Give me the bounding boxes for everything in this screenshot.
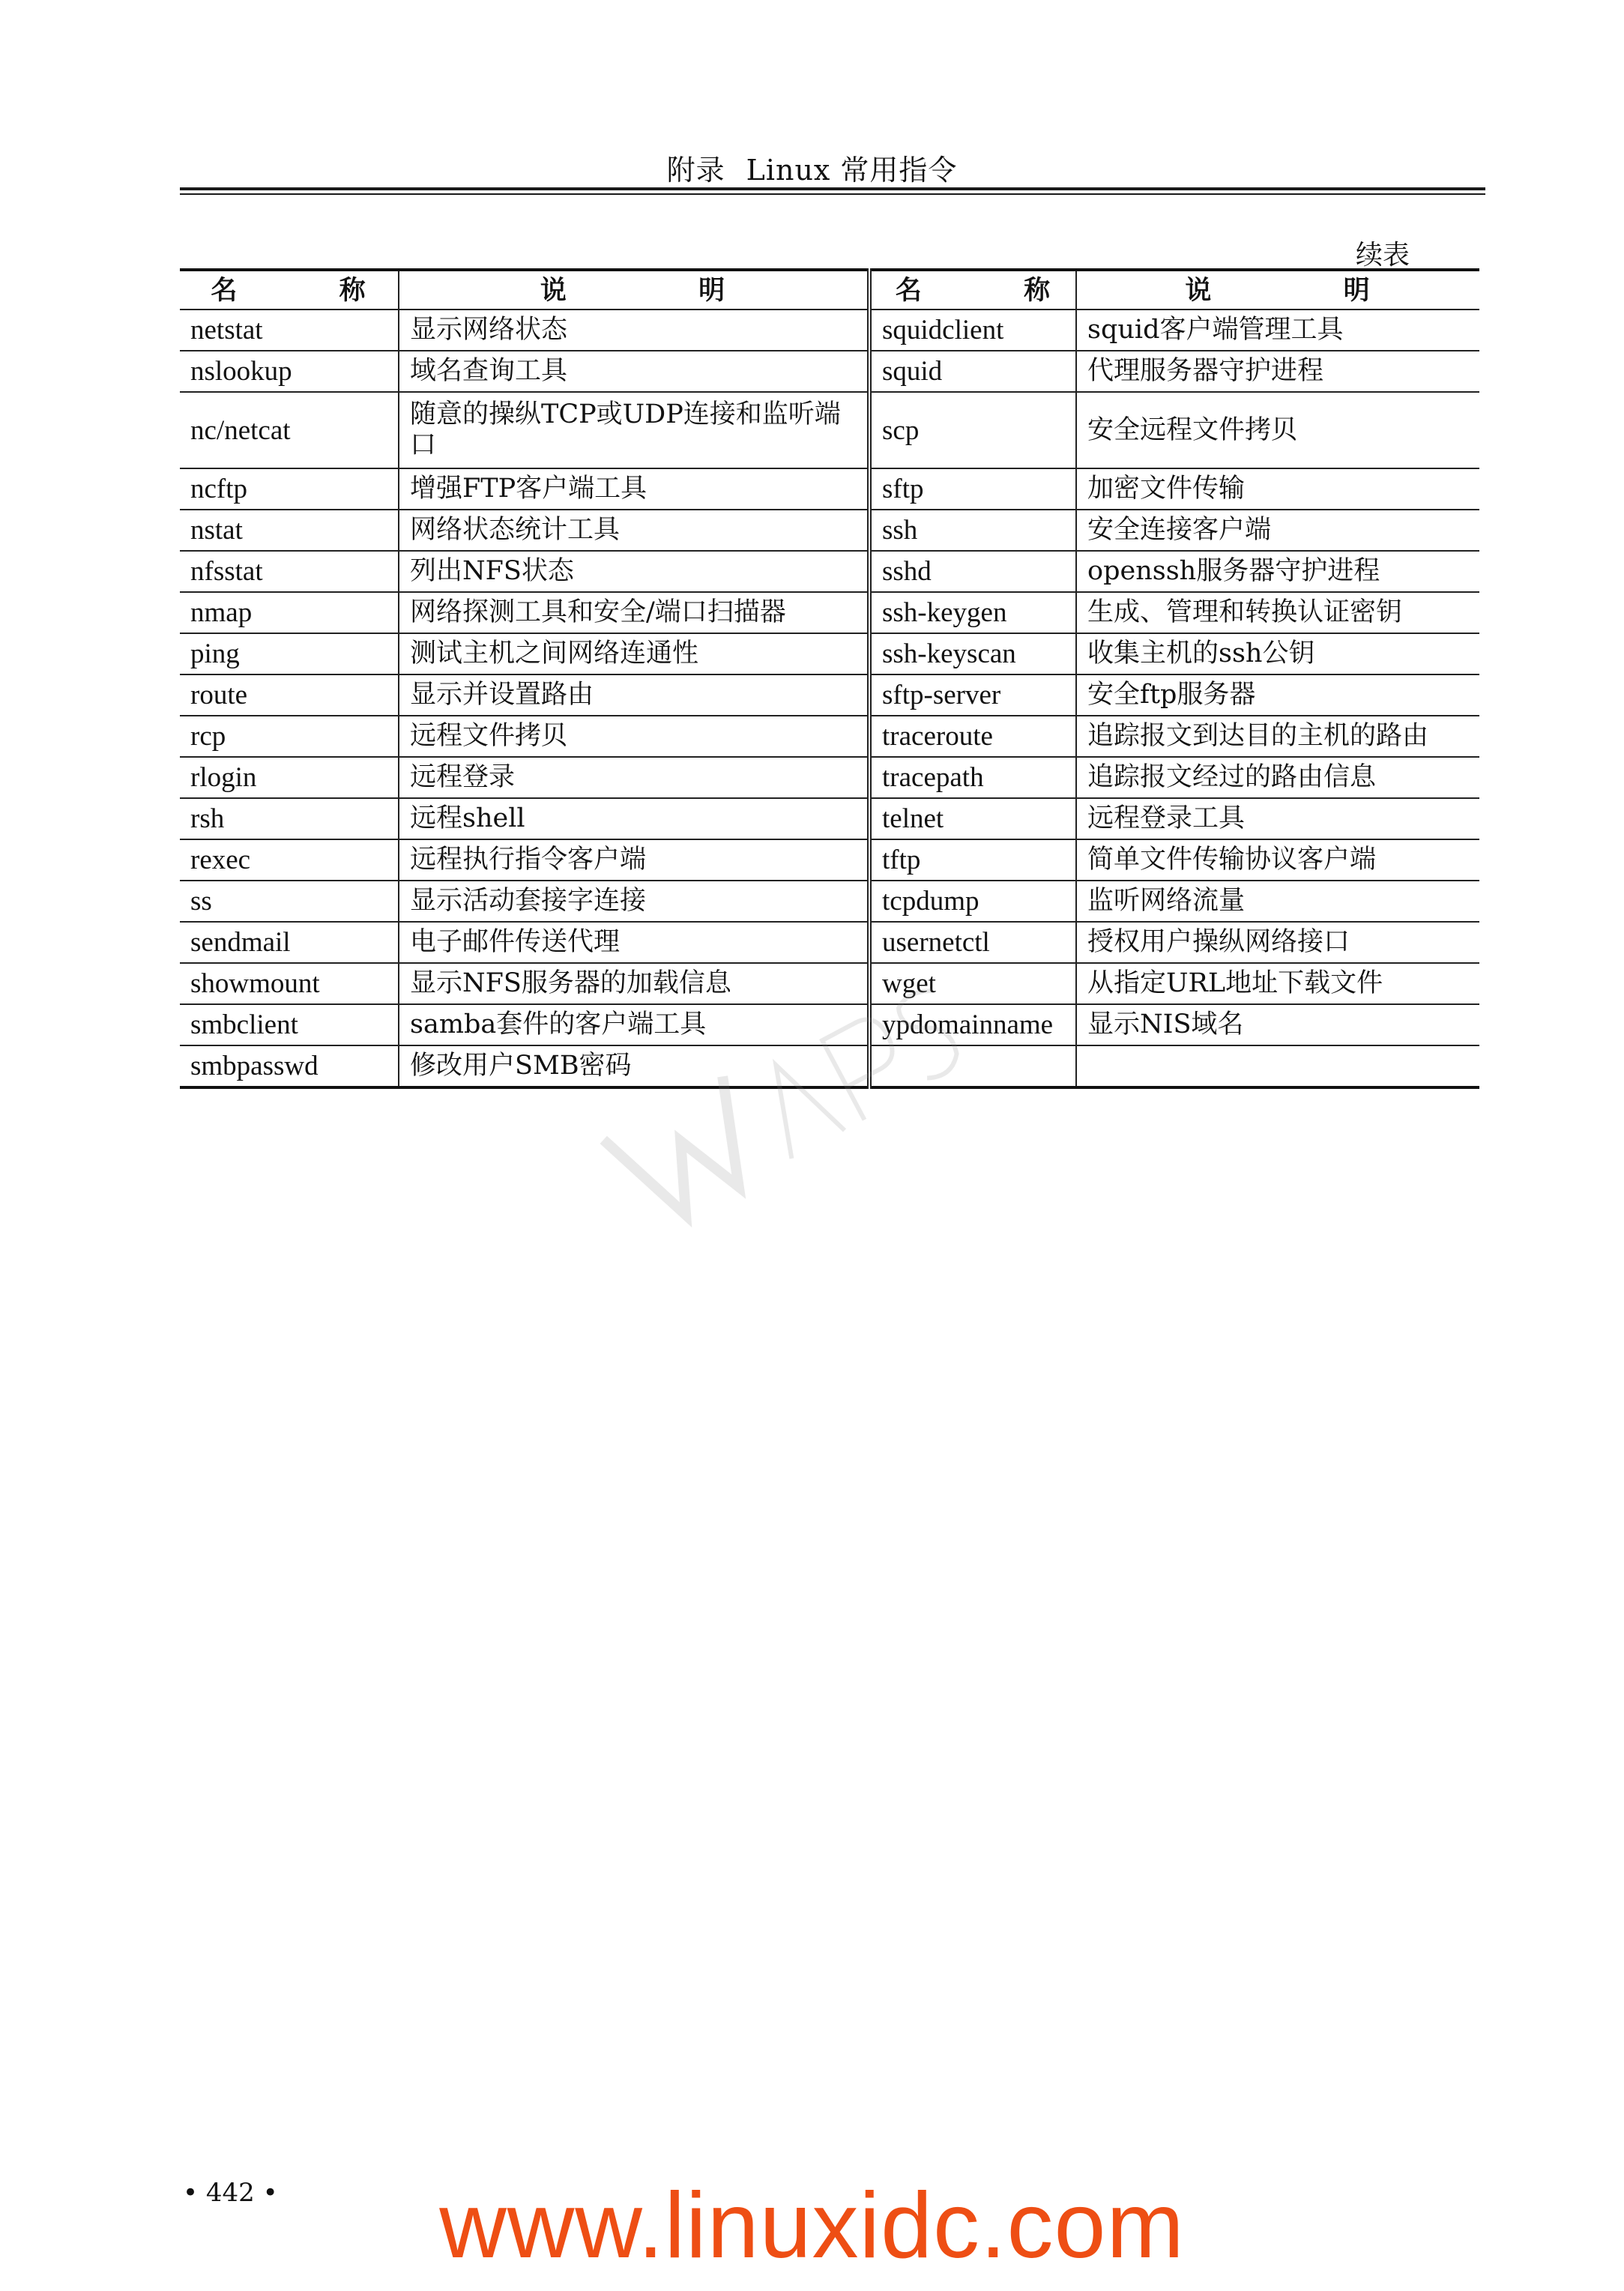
command-name: sshd [869,551,1076,592]
command-name: rlogin [180,757,399,798]
table-row [180,839,1479,881]
command-name: tcpdump [869,881,1076,922]
table-row [180,757,1479,798]
command-name: nc/netcat [180,392,399,468]
command-name: rexec [180,839,399,881]
table-body [180,310,1479,1087]
header-description: 说 明 [399,270,869,310]
command-description: 追踪报文到达目的主机的路由 [1076,716,1479,757]
page-number: • 442 • [183,2178,278,2208]
command-description: 授权用户操纵网络接口 [1076,922,1479,963]
continued-label: 续表 [1355,240,1410,271]
table-row [180,468,1479,510]
command-name: nslookup [180,351,399,392]
command-description: 网络状态统计工具 [399,510,869,551]
table-row [180,716,1479,757]
header-rule [180,187,1485,190]
command-description: 显示活动套接字连接 [399,881,869,922]
command-name: traceroute [869,716,1076,757]
header-description-right: 说 明 [1076,270,1479,310]
table-row [180,592,1479,633]
table-row [180,510,1479,551]
command-name: ssh-keygen [869,592,1076,633]
command-name: ss [180,881,399,922]
command-description: 安全连接客户端 [1076,510,1479,551]
command-name: squid [869,351,1076,392]
table-row [180,798,1479,839]
command-description: 远程shell [399,798,869,839]
command-description [1076,1045,1479,1087]
command-description: 域名查询工具 [399,351,869,392]
table-row [180,551,1479,592]
command-description: 测试主机之间网络连通性 [399,633,869,674]
command-name: route [180,674,399,716]
command-description: openssh服务器守护进程 [1076,551,1479,592]
command-description: 电子邮件传送代理 [399,922,869,963]
table-row [180,881,1479,922]
command-description: 显示NIS域名 [1076,1004,1479,1045]
command-name: smbpasswd [180,1045,399,1087]
command-name: ypdomainname [869,1004,1076,1045]
table-row [180,922,1479,963]
command-description: 从指定URL地址下载文件 [1076,963,1479,1004]
command-name: ncftp [180,468,399,510]
command-description: 简单文件传输协议客户端 [1076,839,1479,881]
site-url-watermark: www.linuxidc.com [439,2174,1185,2278]
command-name: nstat [180,510,399,551]
command-description: 代理服务器守护进程 [1076,351,1479,392]
command-description: squid客户端管理工具 [1076,310,1479,351]
command-name: usernetctl [869,922,1076,963]
header-rule-thin [180,193,1485,195]
command-description: 远程登录 [399,757,869,798]
command-description: 安全远程文件拷贝 [1076,392,1479,468]
command-description: 追踪报文经过的路由信息 [1076,757,1479,798]
command-name: wget [869,963,1076,1004]
command-description: 增强FTP客户端工具 [399,468,869,510]
command-description: 列出NFS状态 [399,551,869,592]
running-head [0,147,1624,188]
command-name: telnet [869,798,1076,839]
header-name-right: 名 称 [869,270,1076,310]
command-name: tftp [869,839,1076,881]
command-description: 远程执行指令客户端 [399,839,869,881]
command-description: 远程登录工具 [1076,798,1479,839]
table-row [180,674,1479,716]
command-name: nfsstat [180,551,399,592]
command-name: ssh-keyscan [869,633,1076,674]
running-head-section: 附录 [666,154,725,187]
command-name: ssh [869,510,1076,551]
command-name: tracepath [869,757,1076,798]
command-description: 修改用户SMB密码 [399,1045,869,1087]
command-name: sftp [869,468,1076,510]
command-name: scp [869,392,1076,468]
command-description: 收集主机的ssh公钥 [1076,633,1479,674]
table-header-row [180,270,1479,310]
command-name: squidclient [869,310,1076,351]
command-description: 显示网络状态 [399,310,869,351]
command-name: rsh [180,798,399,839]
command-name: netstat [180,310,399,351]
command-name: sftp-server [869,674,1076,716]
table-row [180,310,1479,351]
command-name: sendmail [180,922,399,963]
command-description: 远程文件拷贝 [399,716,869,757]
command-description: 生成、管理和转换认证密钥 [1076,592,1479,633]
command-name: nmap [180,592,399,633]
header-name: 名 称 [180,270,399,310]
command-table [180,268,1479,1089]
table-row [180,633,1479,674]
command-description: 网络探测工具和安全/端口扫描器 [399,592,869,633]
running-head-title: Linux 常用指令 [746,154,958,187]
command-description: 加密文件传输 [1076,468,1479,510]
command-name: ping [180,633,399,674]
command-description: 安全ftp服务器 [1076,674,1479,716]
table-row [180,351,1479,392]
command-description: 显示NFS服务器的加载信息 [399,963,869,1004]
command-name: showmount [180,963,399,1004]
table-row [180,392,1479,468]
command-description: 监听网络流量 [1076,881,1479,922]
command-name: rcp [180,716,399,757]
command-description: 随意的操纵TCP或UDP连接和监听端口 [399,392,869,468]
command-name: smbclient [180,1004,399,1045]
command-description: 显示并设置路由 [399,674,869,716]
command-description: samba套件的客户端工具 [399,1004,869,1045]
